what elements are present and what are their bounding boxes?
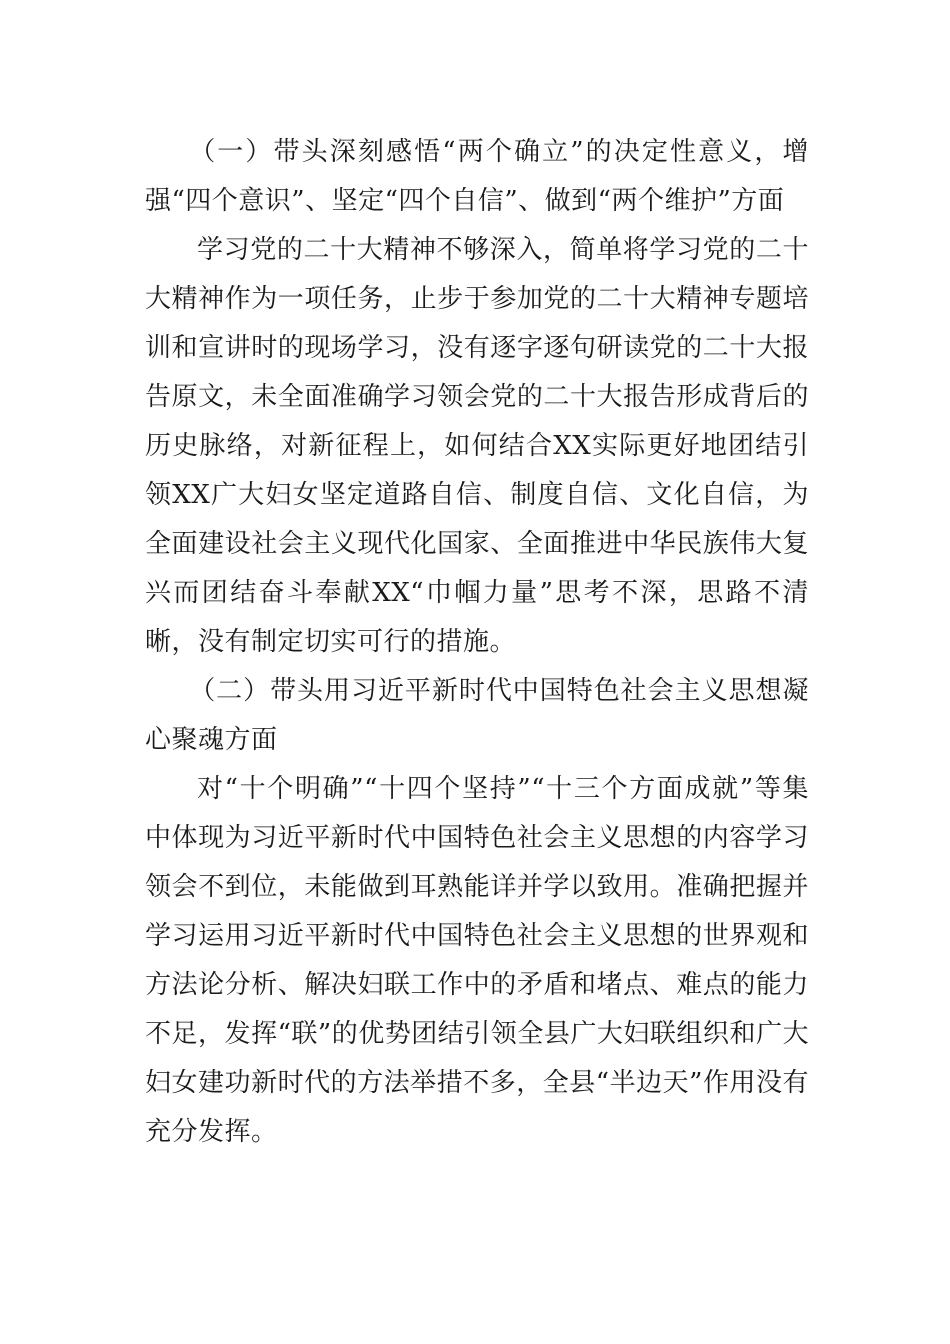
- section-1-paragraph: 学习党的二十大精神不够深入，简单将学习党的二十大精神作为一项任务，止步于参加党的二十大精神专题培训和宣讲时的现场学习，没有逐字逐句研读党的二十大报告原文，未全面准确学习领会党的二十大报告形成背后的历史脉络，对新征程上，如何结合XX实际更好地团结引领XX广大妇女坚定道路自信、制度自信、文化自信，为全面建设社会主义现代化国家、全面推进中华民族伟大复兴而团结奋斗奉献XX“巾帼力量”思考不深，思路不清晰，没有制定切实可行的措施。: [145, 235, 809, 657]
- section-2-heading: （二）带头用习近平新时代中国特色社会主义思想凝心聚魂方面: [145, 676, 809, 755]
- section-1-heading: （一）带头深刻感悟“两个确立”的决定性意义，增强“四个意识”、坚定“四个自信”、做到“两个维护”方面: [145, 137, 809, 216]
- document-body: [145, 128, 809, 1157]
- section-2-paragraph: 对“十个明确”“十四个坚持”“十三个方面成就”等集中体现为习近平新时代中国特色社会主义思想的内容学习领会不到位，未能做到耳熟能详并学以致用。准确把握并学习运用习近平新时代中国特色社会主义思想的世界观和方法论分析、解决妇联工作中的矛盾和堵点、难点的能力不足，发挥“联”的优势团结引领全县广大妇联组织和广大妇女建功新时代的方法举措不多，全县“半边天”作用没有充分发挥。: [145, 774, 809, 1147]
